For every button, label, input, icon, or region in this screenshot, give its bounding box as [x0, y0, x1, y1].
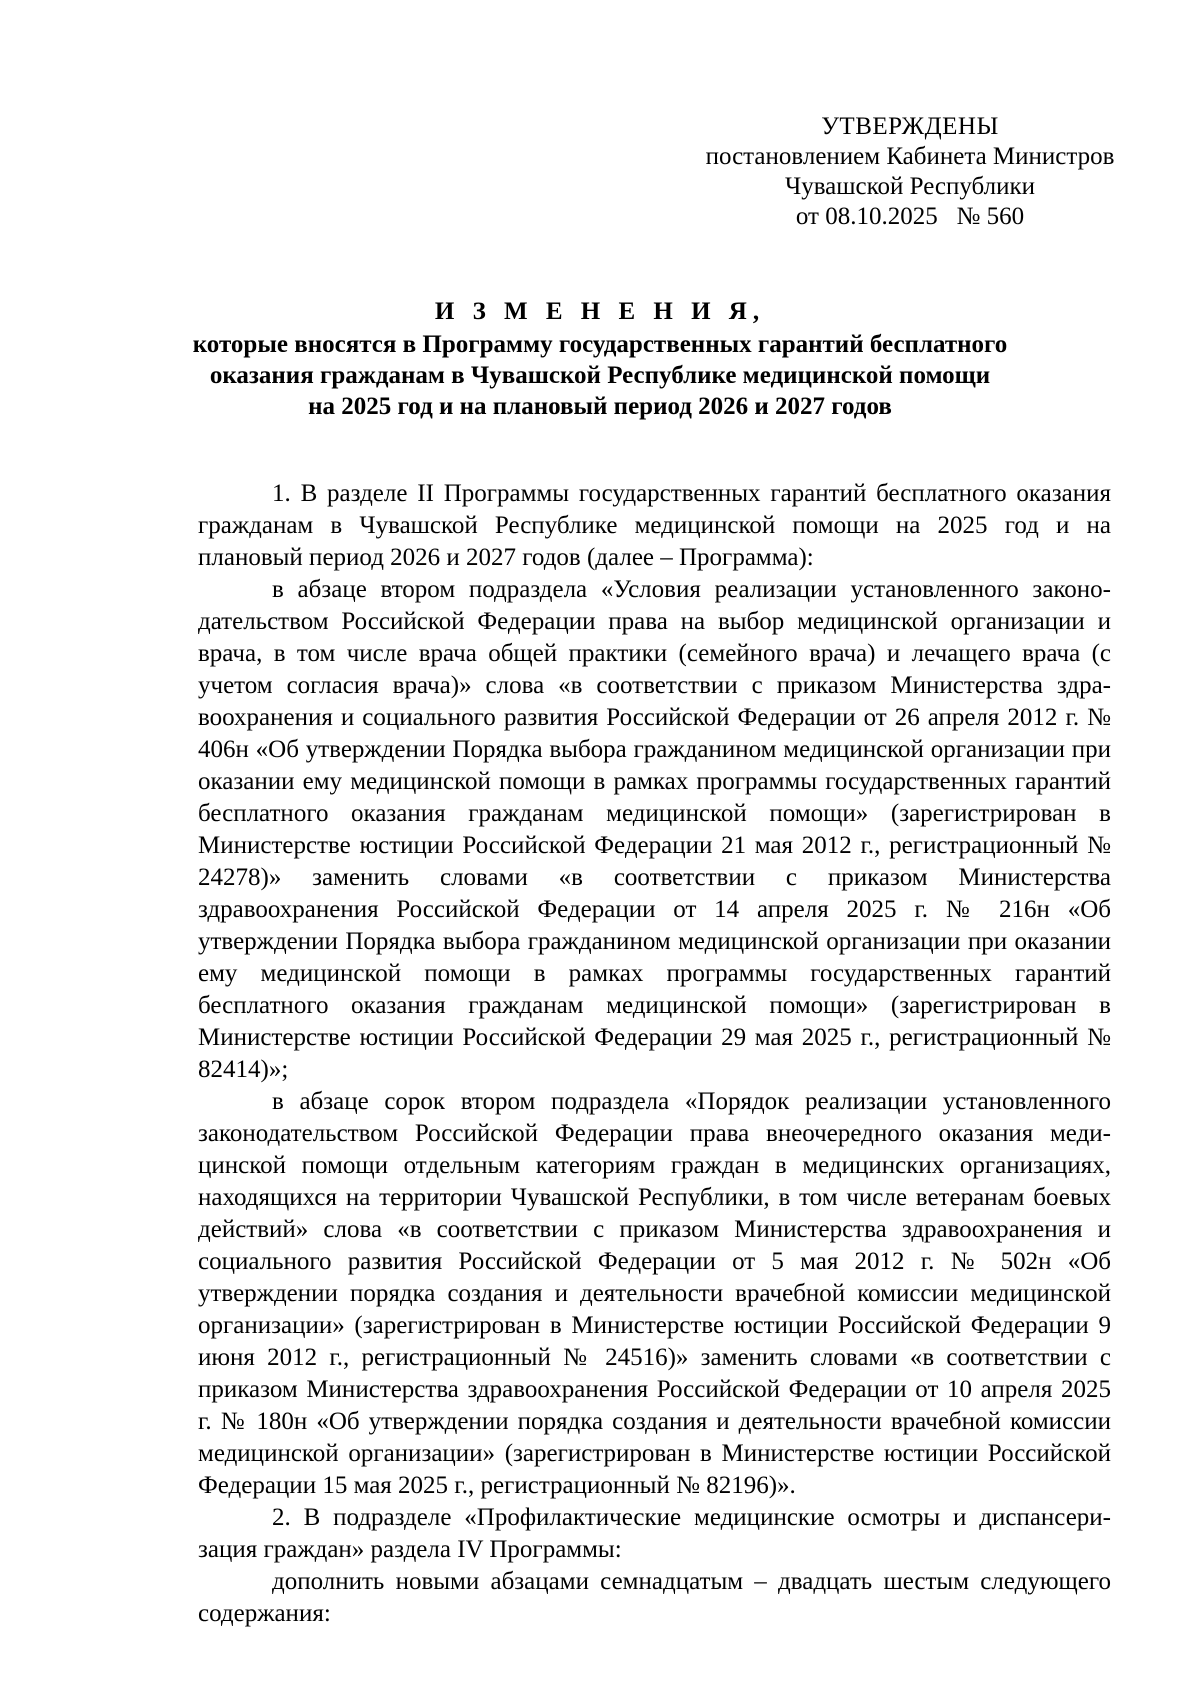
- paragraph-1: 1. В разделе II Программы государственных гарантий бесплатного оказания гражданам в Чувашской Республике медицинской помощи на 2025 год и на плановый период 2026 и 2027 годов (далее – Программа):: [198, 480, 1111, 571]
- document-title: И З М Е Н Е Н И Я,: [434, 298, 766, 325]
- paragraph-5: дополнить новыми абзацами семнадцатым – двадцать шестым следующего содержания:: [198, 1568, 1111, 1627]
- approval-line-republic: Чувашской Республики: [784, 173, 1036, 200]
- document-subtitle-line-2: оказания гражданам в Чувашской Республике медицинской помощи: [209, 362, 991, 389]
- document-title-block: [100, 296, 1100, 422]
- paragraph-2: в абзаце втором подраздела «Условия реализации установленного законодательством Российской Федерации права на выбор медицинской организации и врача, в том числе врача общей практики (семейного врача) и лечащего врача (с учетом согласия врача)» слова «в соответствии с приказом Министерства здравоохранения и социального развития Российской Федерации от 26 апреля 2012 г. № 406н «Об утверждении Порядка выбора гражданином медицинской организации при оказании ему медицинской помощи в рамках программы государственных гарантий бесплатного оказания гражданам медицинской помощи» (зарегистрирован в Министерстве юстиции Российской Федерации 21 мая 2012 г., регистрационный № 24278)» заменить словами «в соответствии с приказом Министерства здравоохранения Российской Федерации от 14 апреля 2025 г. № 216н «Об утверждении Порядка выбора гражданином медицинской организации при оказании ему медицинской помощи в рамках программы государственных гарантий бесплатного оказания гражданам медицинской помощи» (зарегистрирован в Министерстве юстиции Российской Федерации 29 мая 2025 г., регистрационный № 82414)»;: [198, 576, 1111, 1083]
- document-subtitle-line-1: которые вносятся в Программу государственных гарантий бесплатного: [192, 331, 1008, 358]
- approval-line-decree: постановлением Кабинета Министров: [705, 143, 1115, 170]
- approval-line-date-number: от 08.10.2025 № 560: [795, 203, 1025, 230]
- document-subtitle-line-3: на 2025 год и на плановый период 2026 и 2027 годов: [308, 393, 892, 420]
- approval-block: [680, 112, 1140, 232]
- paragraph-4: 2. В подразделе «Профилактические медицинские осмотры и диспансеризация граждан» раздела IV Программы:: [198, 1504, 1111, 1563]
- paragraph-3: в абзаце сорок втором подраздела «Порядок реализации установленного законодательством Российской Федерации права внеочередного оказания медицинской помощи отдельным категориям граждан в медицинских организациях, находящихся на территории Чувашской Республики, в том числе ветеранам боевых действий» слова «в соответствии с приказом Министерства здравоохранения и социального развития Российской Федерации от 5 мая 2012 г. № 502н «Об утверждении порядка создания и деятельности врачебной комиссии медицинской организации» (зарегистрирован в Министерстве юстиции Российской Федерации 9 июня 2012 г., регистрационный № 24516)» заменить словами «в соответствии с приказом Министерства здравоохранения Российской Федерации от 10 апреля 2025 г. № 180н «Об утверждении порядка создания и деятельности врачебной комиссии медицинской организации» (зарегистрирован в Министерстве юстиции Российской Федерации 15 мая 2025 г., регистрационный № 82196)».: [198, 1088, 1111, 1499]
- document-body: [198, 478, 1111, 1630]
- approval-heading: УТВЕРЖДЕНЫ: [821, 113, 999, 140]
